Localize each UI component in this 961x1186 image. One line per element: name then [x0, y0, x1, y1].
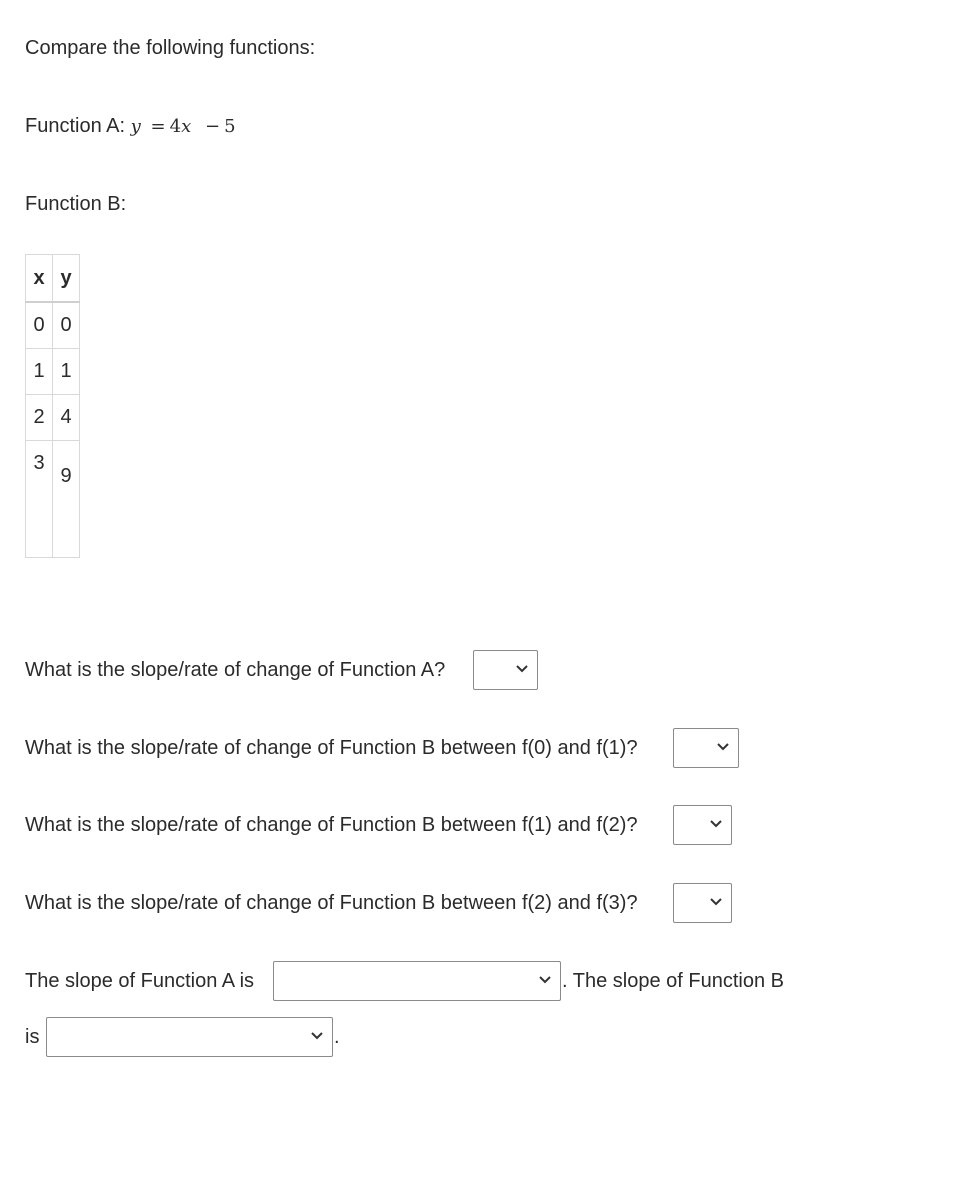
compare-part-1: The slope of Function A is — [25, 970, 255, 992]
function-a-equation — [131, 116, 236, 137]
eq-x: x — [181, 116, 192, 137]
cell-y: 0 — [53, 302, 80, 349]
question-3-text: What is the slope/rate of change of Function B between f(1) and f(2)? — [25, 814, 638, 836]
eq-minus: − — [204, 116, 221, 137]
function-a-label: Function A: — [25, 115, 126, 137]
cell-y: 1 — [53, 349, 80, 395]
cell-y: 9 — [53, 441, 80, 558]
question-4-dropdown[interactable] — [673, 883, 732, 923]
compare-part-3: is — [25, 1026, 40, 1048]
chevron-down-icon — [310, 1031, 324, 1041]
chevron-down-icon — [709, 819, 723, 829]
eq-coef: 4 — [169, 116, 182, 137]
header-x: x — [26, 255, 53, 303]
chevron-down-icon — [515, 664, 529, 674]
cell-y: 4 — [53, 395, 80, 441]
cell-x: 1 — [26, 349, 53, 395]
question-2-text: What is the slope/rate of change of Function B between f(0) and f(1)? — [25, 737, 638, 759]
compare-part-4: . — [334, 1026, 340, 1048]
slope-a-dropdown[interactable] — [273, 961, 561, 1001]
chevron-down-icon — [716, 742, 730, 752]
compare-part-2: . The slope of Function B — [562, 970, 784, 992]
table-row — [26, 441, 80, 558]
eq-const: 5 — [224, 116, 236, 137]
question-1-text: What is the slope/rate of change of Function A? — [25, 659, 446, 681]
cell-x: 0 — [26, 302, 53, 349]
eq-equals: = — [150, 116, 166, 137]
chevron-down-icon — [538, 975, 552, 985]
slope-b-dropdown[interactable] — [46, 1017, 333, 1057]
question-1-dropdown[interactable] — [473, 650, 538, 690]
intro-text: Compare the following functions: — [25, 37, 316, 59]
cell-x: 3 — [26, 441, 53, 558]
question-4-text: What is the slope/rate of change of Function B between f(2) and f(3)? — [25, 892, 638, 914]
chevron-down-icon — [709, 897, 723, 907]
function-b-label: Function B: — [25, 193, 127, 215]
table-row — [26, 349, 80, 395]
header-y: y — [53, 255, 80, 303]
table-row — [26, 302, 80, 349]
table-row — [26, 395, 80, 441]
question-2-dropdown[interactable] — [673, 728, 739, 768]
eq-y: y — [130, 116, 141, 137]
cell-x: 2 — [26, 395, 53, 441]
question-3-dropdown[interactable] — [673, 805, 732, 845]
table-header-row — [26, 255, 80, 303]
function-b-table — [25, 254, 80, 558]
function-a-line — [25, 115, 236, 138]
